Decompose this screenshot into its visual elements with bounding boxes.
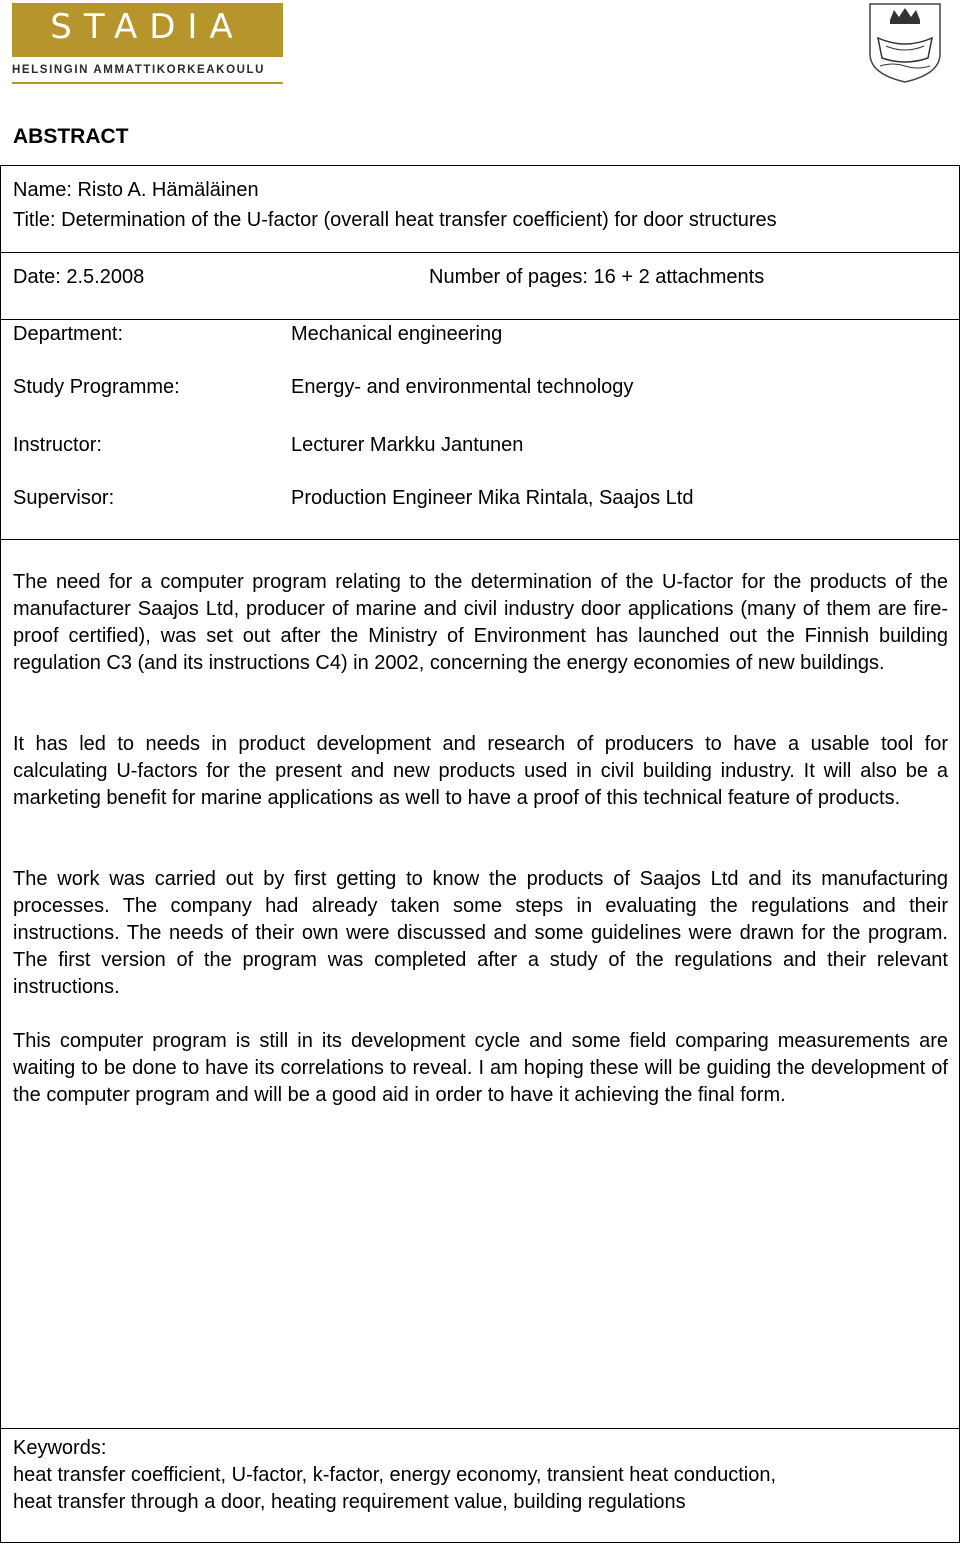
abstract-paragraph: This computer program is still in its development cycle and some field comparing measurements are waiting to be done to have its correlations to reveal. I am hoping these will be guiding the development of the computer program and will be a good aid in order to have it achieving the final form. [13, 1030, 948, 1106]
stadia-logo [12, 3, 283, 57]
supervisor-value: Production Engineer Mika Rintala, Saajos Ltd [291, 487, 694, 509]
abstract-paragraph: The need for a computer program relating to the determination of the U-factor for the products of the manufacturer Saajos Ltd, producer of marine and civil industry door applications (many of them are fire-proof certified), was set out after the Ministry of Environment has launched out the Finnish building regulation C3 (and its instructions C4) in 2002, concerning the energy economies of new buildings. [13, 571, 948, 674]
keywords-line: heat transfer coefficient, U-factor, k-factor, energy economy, transient heat conduction, [13, 1464, 776, 1486]
divider [1, 1428, 959, 1429]
keywords-label: Keywords: [13, 1437, 107, 1459]
thesis-title: Title: Determination of the U-factor (overall heat transfer coefficient) for door structures [13, 209, 777, 231]
supervisor-label: Supervisor: [13, 487, 115, 509]
department-value: Mechanical engineering [291, 323, 503, 345]
pages-field: Number of pages: 16 + 2 attachments [429, 266, 765, 288]
logo-subtitle: HELSINGIN AMMATTIKORKEAKOULU [12, 64, 266, 76]
keywords-line: heat transfer through a door, heating requirement value, building regulations [13, 1491, 686, 1513]
logo-underline [12, 82, 283, 84]
date-field: Date: 2.5.2008 [13, 266, 145, 288]
divider [1, 252, 959, 253]
instructor-value: Lecturer Markku Jantunen [291, 434, 524, 456]
abstract-form [0, 165, 960, 1543]
instructor-label: Instructor: [13, 434, 102, 456]
study-programme-label: Study Programme: [13, 376, 180, 398]
divider [1, 319, 959, 320]
divider [1, 539, 959, 540]
abstract-paragraph: The work was carried out by first getting to know the products of Saajos Ltd and its manufacturing processes. The company had already taken some steps in evaluating the regulations and their instructions. The needs of their own were discussed and some guidelines were drawn for the program. The first version of the program was completed after a study of the regulations and their relevant instructions. [13, 868, 948, 998]
page-title: ABSTRACT [13, 125, 129, 148]
logo-wordmark: STADIA [50, 7, 245, 47]
author-name: Name: Risto A. Hämäläinen [13, 179, 259, 201]
department-label: Department: [13, 323, 124, 345]
helsinki-crest-icon [868, 2, 942, 84]
study-programme-value: Energy- and environmental technology [291, 376, 634, 398]
abstract-paragraph: It has led to needs in product development and research of producers to have a usable tool for calculating U-factors for the present and new products used in civil building industry. It will also be a marketing benefit for marine applications as well to have a proof of this technical feature of products. [13, 733, 948, 809]
